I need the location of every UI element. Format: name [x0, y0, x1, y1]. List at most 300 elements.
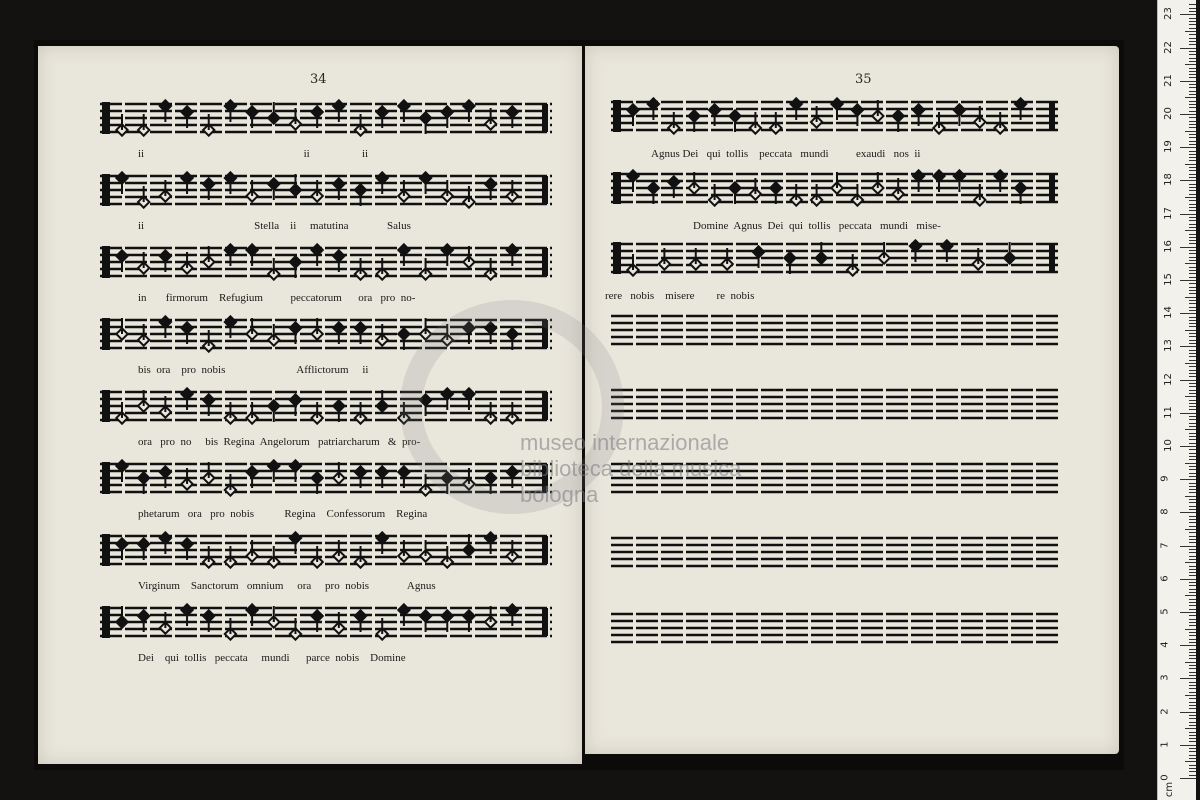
ruler-tick — [1185, 562, 1196, 563]
ruler-tick — [1189, 28, 1196, 29]
ruler-label: 5 — [1159, 608, 1171, 615]
ruler-tick — [1189, 240, 1196, 241]
ruler-tick — [1189, 456, 1196, 457]
empty-staff — [611, 608, 1059, 648]
ruler-tick — [1189, 24, 1196, 25]
ruler-tick — [1189, 383, 1196, 384]
ruler-tick — [1180, 180, 1196, 181]
music-staff-icon — [100, 530, 552, 570]
ruler-tick — [1189, 765, 1196, 766]
ruler-label: 6 — [1159, 575, 1171, 582]
ruler-tick — [1185, 297, 1196, 298]
ruler-tick — [1189, 124, 1196, 125]
ruler-label: 20 — [1162, 107, 1174, 120]
ruler-tick — [1180, 147, 1196, 148]
ruler-tick — [1189, 386, 1196, 387]
ruler-tick — [1189, 87, 1196, 88]
ruler-tick — [1189, 184, 1196, 185]
watermark-text — [520, 430, 741, 508]
ruler-tick — [1180, 48, 1196, 49]
ruler-tick — [1189, 11, 1196, 12]
ruler-tick — [1189, 439, 1196, 440]
ruler-label: 16 — [1162, 239, 1174, 253]
ruler-tick — [1189, 476, 1196, 477]
ruler-tick — [1185, 363, 1196, 364]
ruler-label: 22 — [1162, 40, 1174, 54]
ruler-tick — [1189, 320, 1196, 321]
ruler-tick — [1189, 668, 1196, 669]
ruler-tick — [1189, 310, 1196, 311]
ruler-tick — [1189, 293, 1196, 294]
ruler-tick — [1189, 104, 1196, 105]
ruler-tick — [1189, 609, 1196, 610]
ruler-tick — [1185, 64, 1196, 65]
ruler-tick — [1189, 160, 1196, 161]
ruler-tick — [1189, 350, 1196, 351]
ruler-tick — [1180, 712, 1196, 713]
ruler-tick — [1189, 572, 1196, 573]
ruler-tick — [1185, 31, 1196, 32]
ruler-tick — [1185, 496, 1196, 497]
right-page — [585, 46, 1119, 754]
ruler-tick — [1189, 393, 1196, 394]
ruler-tick — [1189, 582, 1196, 583]
ruler-tick — [1189, 486, 1196, 487]
ruler-tick — [1189, 459, 1196, 460]
ruler-tick — [1180, 678, 1196, 679]
ruler-tick — [1189, 492, 1196, 493]
ruler-tick — [1189, 599, 1196, 600]
ruler-tick — [1189, 509, 1196, 510]
ruler-tick — [1189, 134, 1196, 135]
ruler-tick — [1189, 692, 1196, 693]
ruler-tick — [1185, 263, 1196, 264]
ruler-tick — [1189, 376, 1196, 377]
ruler-tick — [1189, 436, 1196, 437]
ruler-tick — [1189, 556, 1196, 557]
ruler-tick — [1189, 167, 1196, 168]
music-staff-icon — [611, 384, 1059, 424]
watermark-line: bologna — [520, 482, 599, 507]
clef-icon — [613, 242, 621, 274]
ruler-tick — [1185, 728, 1196, 729]
music-staff — [100, 98, 552, 138]
ruler-tick — [1189, 243, 1196, 244]
ruler-tick — [1189, 708, 1196, 709]
ruler-tick — [1180, 313, 1196, 314]
ruler-tick — [1189, 569, 1196, 570]
ruler-tick — [1189, 273, 1196, 274]
ruler-tick — [1189, 94, 1196, 95]
ruler-tick — [1189, 287, 1196, 288]
ruler-tick — [1189, 307, 1196, 308]
music-staff — [611, 168, 1059, 208]
ruler-label: 2 — [1159, 707, 1171, 715]
ruler-label: 15 — [1162, 273, 1174, 286]
ruler-label: 14 — [1162, 306, 1174, 320]
ruler-tick — [1189, 174, 1196, 175]
ruler-tick — [1189, 635, 1196, 636]
ruler-tick — [1189, 649, 1196, 650]
ruler-tick — [1189, 416, 1196, 417]
watermark-line: biblioteca della musica — [520, 456, 742, 481]
ruler-unit: cm — [1164, 781, 1176, 798]
ruler-label: 18 — [1162, 173, 1174, 187]
clef-icon — [102, 102, 110, 134]
ruler-label: 10 — [1162, 439, 1174, 452]
ruler-tick — [1189, 217, 1196, 218]
ruler-tick — [1189, 466, 1196, 467]
ruler-tick — [1189, 58, 1196, 59]
ruler-tick — [1185, 695, 1196, 696]
ruler-tick — [1189, 333, 1196, 334]
ruler-tick — [1180, 612, 1196, 613]
clef-icon — [613, 100, 621, 132]
ruler-tick — [1189, 426, 1196, 427]
ruler-tick — [1189, 234, 1196, 235]
ruler-tick — [1189, 522, 1196, 523]
ruler-tick — [1189, 675, 1196, 676]
ruler-tick — [1189, 443, 1196, 444]
ruler-tick — [1189, 360, 1196, 361]
ruler-tick — [1189, 536, 1196, 537]
ruler-tick — [1185, 97, 1196, 98]
ruler-tick — [1189, 489, 1196, 490]
ruler-tick — [1185, 529, 1196, 530]
ruler-tick — [1189, 672, 1196, 673]
lyric-line: ii Stella ii matutina Salus — [138, 220, 411, 232]
ruler-tick — [1185, 197, 1196, 198]
ruler-tick — [1189, 8, 1196, 9]
ruler-tick — [1180, 280, 1196, 281]
ruler-tick — [1189, 323, 1196, 324]
ruler-tick — [1189, 652, 1196, 653]
ruler-tick — [1180, 745, 1196, 746]
ruler-tick — [1189, 526, 1196, 527]
ruler-tick — [1189, 74, 1196, 75]
music-staff-icon — [100, 98, 552, 138]
ruler-tick — [1189, 732, 1196, 733]
ruler-label: 21 — [1162, 73, 1174, 87]
ruler-tick — [1180, 512, 1196, 513]
ruler-tick — [1189, 469, 1196, 470]
ruler-tick — [1189, 419, 1196, 420]
ruler-tick — [1189, 210, 1196, 211]
ruler-tick — [1189, 253, 1196, 254]
ruler-tick — [1189, 220, 1196, 221]
ruler-tick — [1189, 151, 1196, 152]
ruler-tick — [1189, 41, 1196, 42]
ruler-tick — [1189, 748, 1196, 749]
ruler-tick — [1189, 267, 1196, 268]
ruler-tick — [1189, 300, 1196, 301]
ruler-tick — [1189, 698, 1196, 699]
ruler-tick — [1189, 688, 1196, 689]
ruler-tick — [1185, 761, 1196, 762]
ruler-tick — [1189, 715, 1196, 716]
ruler-tick — [1189, 423, 1196, 424]
ruler-tick — [1185, 662, 1196, 663]
ruler-tick — [1180, 546, 1196, 547]
ruler-tick — [1189, 566, 1196, 567]
clef-icon — [102, 390, 110, 422]
ruler-tick — [1189, 68, 1196, 69]
ruler-tick — [1189, 336, 1196, 337]
lyric-line: ii ii ii — [138, 148, 369, 160]
ruler-tick — [1189, 622, 1196, 623]
ruler-tick — [1189, 373, 1196, 374]
ruler-tick — [1180, 247, 1196, 248]
watermark-line: museo internazionale — [520, 430, 730, 455]
ruler-tick — [1189, 639, 1196, 640]
ruler-tick — [1189, 91, 1196, 92]
ruler-tick — [1189, 755, 1196, 756]
ruler-tick — [1189, 433, 1196, 434]
ruler-tick — [1189, 705, 1196, 706]
ruler-tick — [1189, 200, 1196, 201]
ruler-tick — [1180, 81, 1196, 82]
ruler-tick — [1189, 741, 1196, 742]
ruler-tick — [1180, 479, 1196, 480]
lyric-line: in firmorum Refugium peccatorum ora pro no- — [138, 292, 416, 304]
ruler-label: 11 — [1162, 405, 1174, 419]
ruler-tick — [1189, 400, 1196, 401]
music-staff-icon — [611, 310, 1059, 350]
music-staff — [100, 530, 552, 570]
ruler-tick — [1189, 390, 1196, 391]
ruler-tick — [1185, 463, 1196, 464]
ruler-label: 17 — [1162, 206, 1174, 220]
ruler-label: 19 — [1162, 140, 1174, 154]
ruler-tick — [1189, 353, 1196, 354]
lyric-line: rere nobis misere re nobis — [605, 290, 755, 302]
ruler-tick — [1185, 429, 1196, 430]
ruler-tick — [1189, 204, 1196, 205]
ruler-tick — [1189, 141, 1196, 142]
ruler-tick — [1185, 230, 1196, 231]
lyric-line: Domine Agnus Dei qui tollis peccata mundi mise- — [693, 220, 941, 232]
clef-icon — [102, 318, 110, 350]
ruler-tick — [1189, 702, 1196, 703]
ruler-tick — [1189, 207, 1196, 208]
ruler-label: 0 — [1159, 774, 1171, 781]
ruler-tick — [1189, 34, 1196, 35]
ruler-tick — [1189, 127, 1196, 128]
ruler-tick — [1189, 549, 1196, 550]
ruler-tick — [1180, 114, 1196, 115]
ruler-tick — [1189, 44, 1196, 45]
ruler-tick — [1189, 406, 1196, 407]
ruler-tick — [1189, 157, 1196, 158]
ruler-tick — [1189, 722, 1196, 723]
ruler-tick — [1189, 227, 1196, 228]
ruler-tick — [1189, 473, 1196, 474]
ruler-tick — [1189, 290, 1196, 291]
music-staff-icon — [100, 170, 552, 210]
ruler-tick — [1189, 283, 1196, 284]
empty-staff — [611, 384, 1059, 424]
clef-icon — [102, 462, 110, 494]
ruler-tick — [1189, 107, 1196, 108]
ruler-tick — [1189, 632, 1196, 633]
ruler-tick — [1189, 768, 1196, 769]
ruler-tick — [1189, 260, 1196, 261]
ruler-tick — [1189, 559, 1196, 560]
ruler-tick — [1189, 21, 1196, 22]
ruler-tick — [1180, 14, 1196, 15]
ruler-tick — [1189, 751, 1196, 752]
ruler-tick — [1189, 54, 1196, 55]
ruler-tick — [1189, 4, 1196, 5]
measuring-ruler — [1157, 0, 1196, 800]
ruler-tick — [1189, 589, 1196, 590]
ruler-tick — [1189, 154, 1196, 155]
ruler-tick — [1189, 170, 1196, 171]
ruler-tick — [1189, 270, 1196, 271]
music-staff — [611, 96, 1059, 136]
ruler-tick — [1189, 725, 1196, 726]
ruler-label: 3 — [1159, 674, 1171, 682]
ruler-tick — [1189, 605, 1196, 606]
ruler-tick — [1189, 38, 1196, 39]
ruler-tick — [1189, 615, 1196, 616]
ruler-tick — [1189, 257, 1196, 258]
ruler-tick — [1185, 330, 1196, 331]
empty-staff — [611, 310, 1059, 350]
ruler-tick — [1189, 51, 1196, 52]
ruler-tick — [1189, 194, 1196, 195]
ruler-tick — [1189, 602, 1196, 603]
ruler-tick — [1189, 585, 1196, 586]
ruler-tick — [1189, 642, 1196, 643]
lyric-line: ora pro no bis Regina Angelorum patriarcharum & pro- — [138, 436, 421, 448]
ruler-tick — [1185, 629, 1196, 630]
music-staff-icon — [611, 532, 1059, 572]
ruler-tick — [1189, 665, 1196, 666]
ruler-label: 13 — [1162, 339, 1174, 353]
music-staff-icon — [611, 168, 1059, 208]
ruler-tick — [1189, 575, 1196, 576]
ruler-tick — [1189, 775, 1196, 776]
ruler-label: 8 — [1159, 508, 1171, 516]
lyric-line: Virginum Sanctorum omnium ora pro nobis Agnus — [138, 580, 436, 592]
lyric-line: bis ora pro nobis Afflictorum ii — [138, 364, 369, 376]
ruler-tick — [1189, 499, 1196, 500]
music-staff-icon — [611, 608, 1059, 648]
ruler-tick — [1180, 579, 1196, 580]
ruler-tick — [1180, 778, 1196, 779]
ruler-tick — [1189, 542, 1196, 543]
ruler-tick — [1189, 758, 1196, 759]
clef-icon — [102, 246, 110, 278]
empty-staff — [611, 532, 1059, 572]
ruler-tick — [1189, 237, 1196, 238]
ruler-tick — [1189, 303, 1196, 304]
ruler-tick — [1180, 413, 1196, 414]
ruler-tick — [1189, 449, 1196, 450]
ruler-tick — [1189, 250, 1196, 251]
ruler-label: 23 — [1162, 7, 1174, 21]
ruler-label: 12 — [1162, 372, 1174, 386]
music-staff-icon — [611, 238, 1059, 278]
ruler-tick — [1189, 71, 1196, 72]
ruler-tick — [1189, 111, 1196, 112]
ruler-tick — [1180, 446, 1196, 447]
ruler-tick — [1189, 101, 1196, 102]
ruler-tick — [1185, 396, 1196, 397]
ruler-tick — [1189, 552, 1196, 553]
clef-icon — [102, 534, 110, 566]
lyric-line: Agnus Dei qui tollis peccata mundi exaudi nos ii — [651, 148, 921, 160]
ruler-tick — [1189, 277, 1196, 278]
ruler-tick — [1189, 317, 1196, 318]
ruler-tick — [1189, 77, 1196, 78]
ruler-label: 4 — [1159, 641, 1171, 648]
ruler-tick — [1189, 658, 1196, 659]
ruler-tick — [1189, 187, 1196, 188]
music-staff-icon — [611, 96, 1059, 136]
ruler-tick — [1189, 619, 1196, 620]
ruler-tick — [1185, 131, 1196, 132]
ruler-tick — [1185, 595, 1196, 596]
lyric-line: phetarum ora pro nobis Regina Confessorum Regina — [138, 508, 428, 520]
ruler-tick — [1180, 380, 1196, 381]
ruler-tick — [1189, 532, 1196, 533]
ruler-tick — [1189, 506, 1196, 507]
ruler-tick — [1189, 366, 1196, 367]
ruler-tick — [1189, 685, 1196, 686]
ruler-label: 9 — [1159, 475, 1171, 482]
page-number: 34 — [310, 72, 327, 87]
music-staff-icon — [100, 242, 552, 282]
page-number: 35 — [855, 72, 872, 87]
clef-icon — [102, 606, 110, 638]
ruler-tick — [1189, 121, 1196, 122]
ruler-tick — [1189, 718, 1196, 719]
music-staff — [100, 242, 552, 282]
ruler-tick — [1189, 190, 1196, 191]
ruler-label: 7 — [1159, 541, 1171, 549]
music-staff — [100, 602, 552, 642]
ruler-tick — [1189, 655, 1196, 656]
ruler-tick — [1189, 625, 1196, 626]
ruler-tick — [1189, 403, 1196, 404]
clef-icon — [613, 172, 621, 204]
ruler-tick — [1180, 645, 1196, 646]
ruler-tick — [1189, 137, 1196, 138]
ruler-tick — [1189, 738, 1196, 739]
ruler-tick — [1180, 346, 1196, 347]
ruler-tick — [1189, 340, 1196, 341]
music-staff — [611, 238, 1059, 278]
ruler-tick — [1189, 539, 1196, 540]
ruler-tick — [1189, 682, 1196, 683]
ruler-tick — [1189, 502, 1196, 503]
ruler-tick — [1189, 771, 1196, 772]
ruler-tick — [1189, 326, 1196, 327]
ruler-tick — [1189, 735, 1196, 736]
ruler-tick — [1189, 177, 1196, 178]
ruler-tick — [1185, 164, 1196, 165]
ruler-tick — [1189, 224, 1196, 225]
music-staff-icon — [100, 602, 552, 642]
ruler-tick — [1189, 592, 1196, 593]
music-staff — [100, 170, 552, 210]
clef-icon — [102, 174, 110, 206]
ruler-tick — [1180, 214, 1196, 215]
ruler-tick — [1189, 61, 1196, 62]
ruler-tick — [1189, 370, 1196, 371]
